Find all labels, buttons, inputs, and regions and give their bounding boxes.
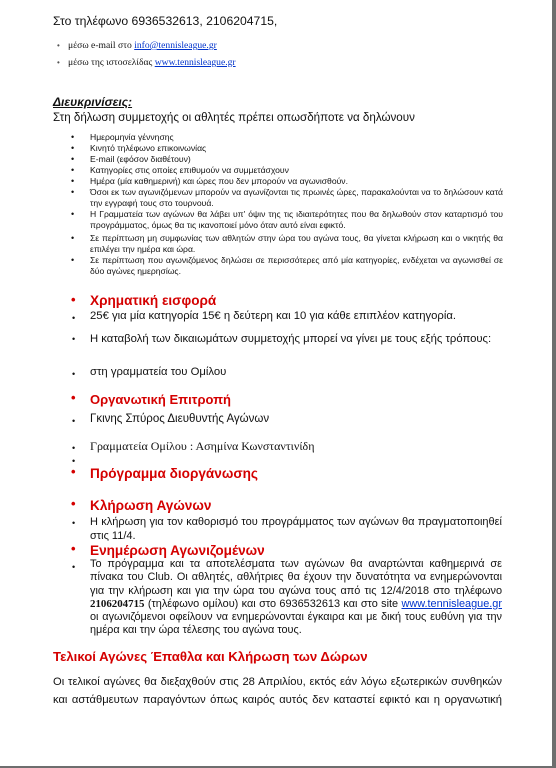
clarification-item: Σε περίπτωση που αγωνιζόμενος δηλώσει σε περισσότερες από μία κατηγορίες, ενδέχεται να αγωνισθεί σε δύο αγώνες ημερησίως.	[90, 255, 503, 276]
info-text-part: (τηλέφωνο ομίλου) και στο 6936532613 και στο site	[144, 597, 402, 610]
info-heading: Ενημέρωση Αγωνιζομένων	[90, 543, 265, 558]
payment-method-item: στη γραμματεία του Ομίλου	[90, 366, 227, 378]
bullet-icon: •	[71, 176, 75, 186]
bullet-icon: •	[71, 154, 75, 164]
clarification-item: Όσοι εκ των αγωνιζόμενων μπορούν να αγωνίζονται τις πρωινές ώρες, παρακαλούνται να το δηλώσουν κατά την εγγραφή τους στο τουρνουά.	[90, 187, 503, 208]
email-link[interactable]: info@tennisleague.gr	[134, 40, 217, 51]
info-text-part: οι αγωνιζόμενοι οφείλουν να ενημερώνονται έγκαιρα και με δική τους ευθύνη για την ημέρα και την ώρα τέλεσης του αγώνα τους.	[90, 611, 502, 637]
red-bullet-icon: •	[71, 541, 76, 556]
bullet-icon: •	[71, 233, 75, 243]
site-prefix: μέσω της ιστοσελίδας	[68, 57, 155, 68]
bullet-icon: •	[72, 456, 76, 466]
committee-director: Γκινης Σπύρος Διευθυντής Αγώνων	[90, 413, 270, 425]
bullet-icon: •	[72, 369, 76, 379]
bullet-icon: •	[72, 518, 76, 528]
bullet-icon: •	[72, 313, 76, 323]
website-link[interactable]: www.tennisleague.gr	[154, 57, 236, 68]
committee-secretary: Γραμματεία Ομίλου : Ασημίνα Κωνσταντινίδη	[90, 439, 315, 453]
bullet-icon: •	[71, 143, 75, 153]
clarification-item: Ημερομηνία γέννησης	[90, 132, 174, 142]
info-text-part: Το πρόγραμμα και τα αποτελέσματα των αγώνων θα αναρτώνται καθημερινά σε πίνακα του Club. Οι αθλητές, αθλήτριες θα έχουν την δυνατότητα να ενημερώνονται για την κλήρωση και για την ώρα του αγώνα τους από τις 12/4/2018 στο τηλέφωνο	[90, 558, 502, 597]
email-line	[68, 40, 217, 51]
clarification-item: E-mail (εφόσον διαθέτουν)	[90, 154, 191, 164]
bullet-icon: •	[71, 187, 75, 197]
email-prefix: μέσω e-mail στο	[68, 40, 135, 51]
finals-heading: Τελικοί Αγώνες Έπαθλα και Κλήρωση των Δώρων	[53, 649, 368, 664]
clarifications-heading: Διευκρινίσεις:	[53, 95, 133, 109]
info-text	[90, 558, 502, 638]
bullet-icon: •	[72, 562, 76, 572]
clarifications-intro: Στη δήλωση συμμετοχής οι αθλητές πρέπει οπωσδήποτε να δηλώνουν	[53, 111, 415, 124]
bullet-icon: •	[71, 209, 75, 219]
clarification-item: Ημέρα (μία καθημερινή) και ώρες που δεν μπορούν να αγωνισθούν.	[90, 176, 348, 186]
club-phone: 2106204715	[90, 597, 145, 610]
red-bullet-icon: •	[71, 390, 76, 405]
bullet-icon: •	[57, 58, 60, 67]
bullet-icon: •	[71, 165, 75, 175]
red-bullet-icon: •	[71, 464, 76, 479]
clarification-item: Η Γραμματεία των αγώνων θα λάβει υπ' όψιν της τις ιδιαιτερότητες που θα δηλωθούν στον καταρτισμό του προγράμματος, όμως θα τις ικανοποιεί μόνο όταν αυτό είναι εφικτό.	[90, 209, 503, 230]
bullet-icon: •	[71, 255, 75, 265]
fee-text: 25€ για μία κατηγορία 15€ η δεύτερη και 10 για κάθε επιπλέον κατηγορία.	[90, 310, 457, 322]
bullet-icon: •	[72, 416, 76, 426]
clarification-item: Κατηγορίες στις οποίες επιθυμούν να συμμετάσχουν	[90, 165, 289, 175]
bullet-icon: •	[72, 443, 76, 453]
schedule-heading: Πρόγραμμα διοργάνωσης	[90, 466, 258, 481]
red-bullet-icon: •	[71, 496, 76, 511]
phone-line: Στο τηλέφωνο 6936532613, 2106204715,	[53, 14, 278, 28]
draw-text: Η κλήρωση για τον καθορισμό του προγράμματος των αγώνων θα πραγματοποιηθεί στις 11/4.	[90, 516, 502, 542]
bullet-icon: •	[71, 132, 75, 142]
fee-heading: Χρηματική εισφορά	[90, 293, 217, 308]
clarification-item: Κινητό τηλέφωνο επικοινωνίας	[90, 143, 207, 153]
clarification-item: Σε περίπτωση μη συμφωνίας των αθλητών στην ώρα του αγώνα τους, θα γίνεται κλήρωση και ο νικητής θα επιλέγει την ημέρα και ώρα.	[90, 233, 503, 254]
website-line	[68, 57, 236, 68]
info-website-link[interactable]: www.tennisleague.gr	[401, 597, 502, 610]
red-bullet-icon: •	[71, 292, 76, 307]
committee-heading: Οργανωτική Επιτροπή	[90, 392, 231, 407]
bullet-icon: •	[57, 41, 60, 50]
finals-text: Οι τελικοί αγώνες θα διεξαχθούν στις 28 Απριλίου, εκτός εάν λόγω εξωτερικών συνθηκών και αστάθμευτων παραγόντων όπως καιρός αυτός δεν καταστεί εφικτό και η οργανωτική	[53, 676, 502, 706]
bullet-icon: •	[72, 334, 76, 344]
payment-methods-text: Η καταβολή των δικαιωμάτων συμμετοχής μπορεί να γίνει με τους εξής τρόπους:	[90, 333, 492, 345]
draw-heading: Κλήρωση Αγώνων	[90, 498, 212, 513]
